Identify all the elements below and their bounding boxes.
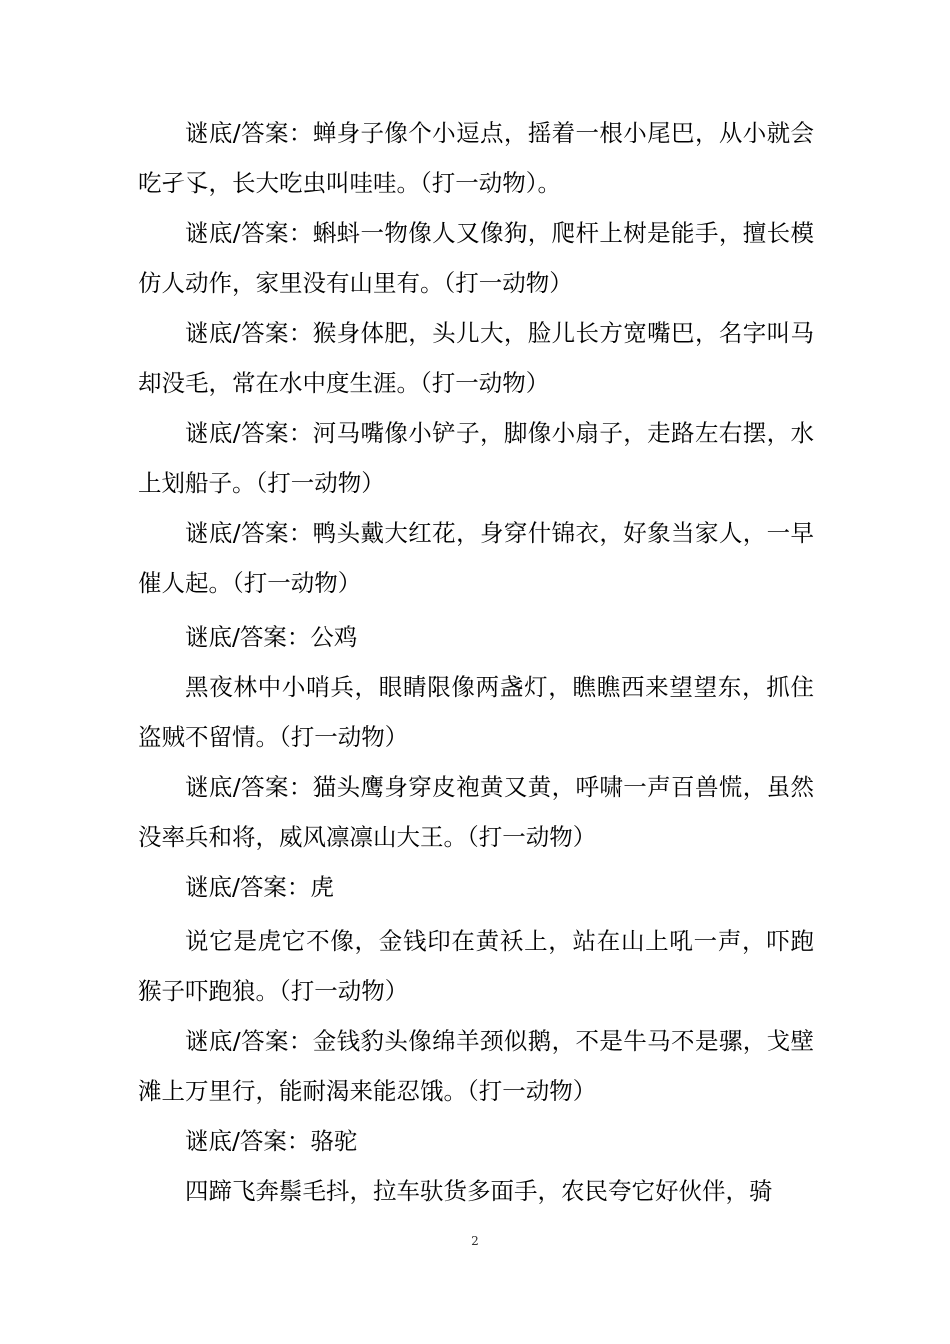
document-body (138, 108, 814, 1216)
paragraph-leopard-riddle: 说它是虎它不像，金钱印在黄袄上，站在山上吼一声，吓跑猴子吓跑狼。（打一动物） (138, 927, 814, 1005)
page-number: 2 (471, 1234, 479, 1248)
paragraph-rooster-answer: 谜底/答案：公鸡 (185, 623, 358, 651)
paragraph-horse-riddle: 四蹄飞奔鬃毛抖，拉车驮货多面手，农民夸它好伙伴，骑 (185, 1177, 773, 1205)
paragraph-camel-answer: 谜底/答案：骆驼 (185, 1127, 358, 1155)
paragraph-cicada-riddle: 谜底/答案：蝉身子像个小逗点，摇着一根小尾巴，从小就会吃孑孓，长大吃虫叫哇哇。（打一动物）。 (138, 119, 814, 197)
paragraph-tiger-riddle: 谜底/答案：猫头鹰身穿皮袍黄又黄，呼啸一声百兽慌，虽然没率兵和将，威风凛凛山大王。（打一动物） (138, 773, 814, 851)
paragraph-duck-riddle: 谜底/答案：河马嘴像小铲子，脚像小扇子，走路左右摆，水上划船子。（打一动物） (138, 419, 814, 497)
paragraph-camel-riddle: 谜底/答案：金钱豹头像绵羊颈似鹅，不是牛马不是骡，戈壁滩上万里行，能耐渴来能忍饿。（打一动物） (138, 1027, 814, 1105)
paragraph-rooster-riddle: 谜底/答案：鸭头戴大红花，身穿什锦衣，好象当家人，一早催人起。（打一动物） (138, 519, 814, 597)
paragraph-monkey-riddle: 谜底/答案：蝌蚪一物像人又像狗，爬杆上树是能手，擅长模仿人动作，家里没有山里有。（打一动物） (138, 219, 814, 297)
paragraph-tiger-answer: 谜底/答案：虎 (185, 873, 334, 901)
paragraph-hippo-riddle: 谜底/答案：猴身体肥，头儿大，脸儿长方宽嘴巴，名字叫马却没毛，常在水中度生涯。（打一动物） (138, 319, 814, 397)
paragraph-owl-riddle: 黑夜林中小哨兵，眼睛限像两盏灯，瞧瞧西来望望东，抓住盗贼不留情。（打一动物） (138, 673, 814, 751)
